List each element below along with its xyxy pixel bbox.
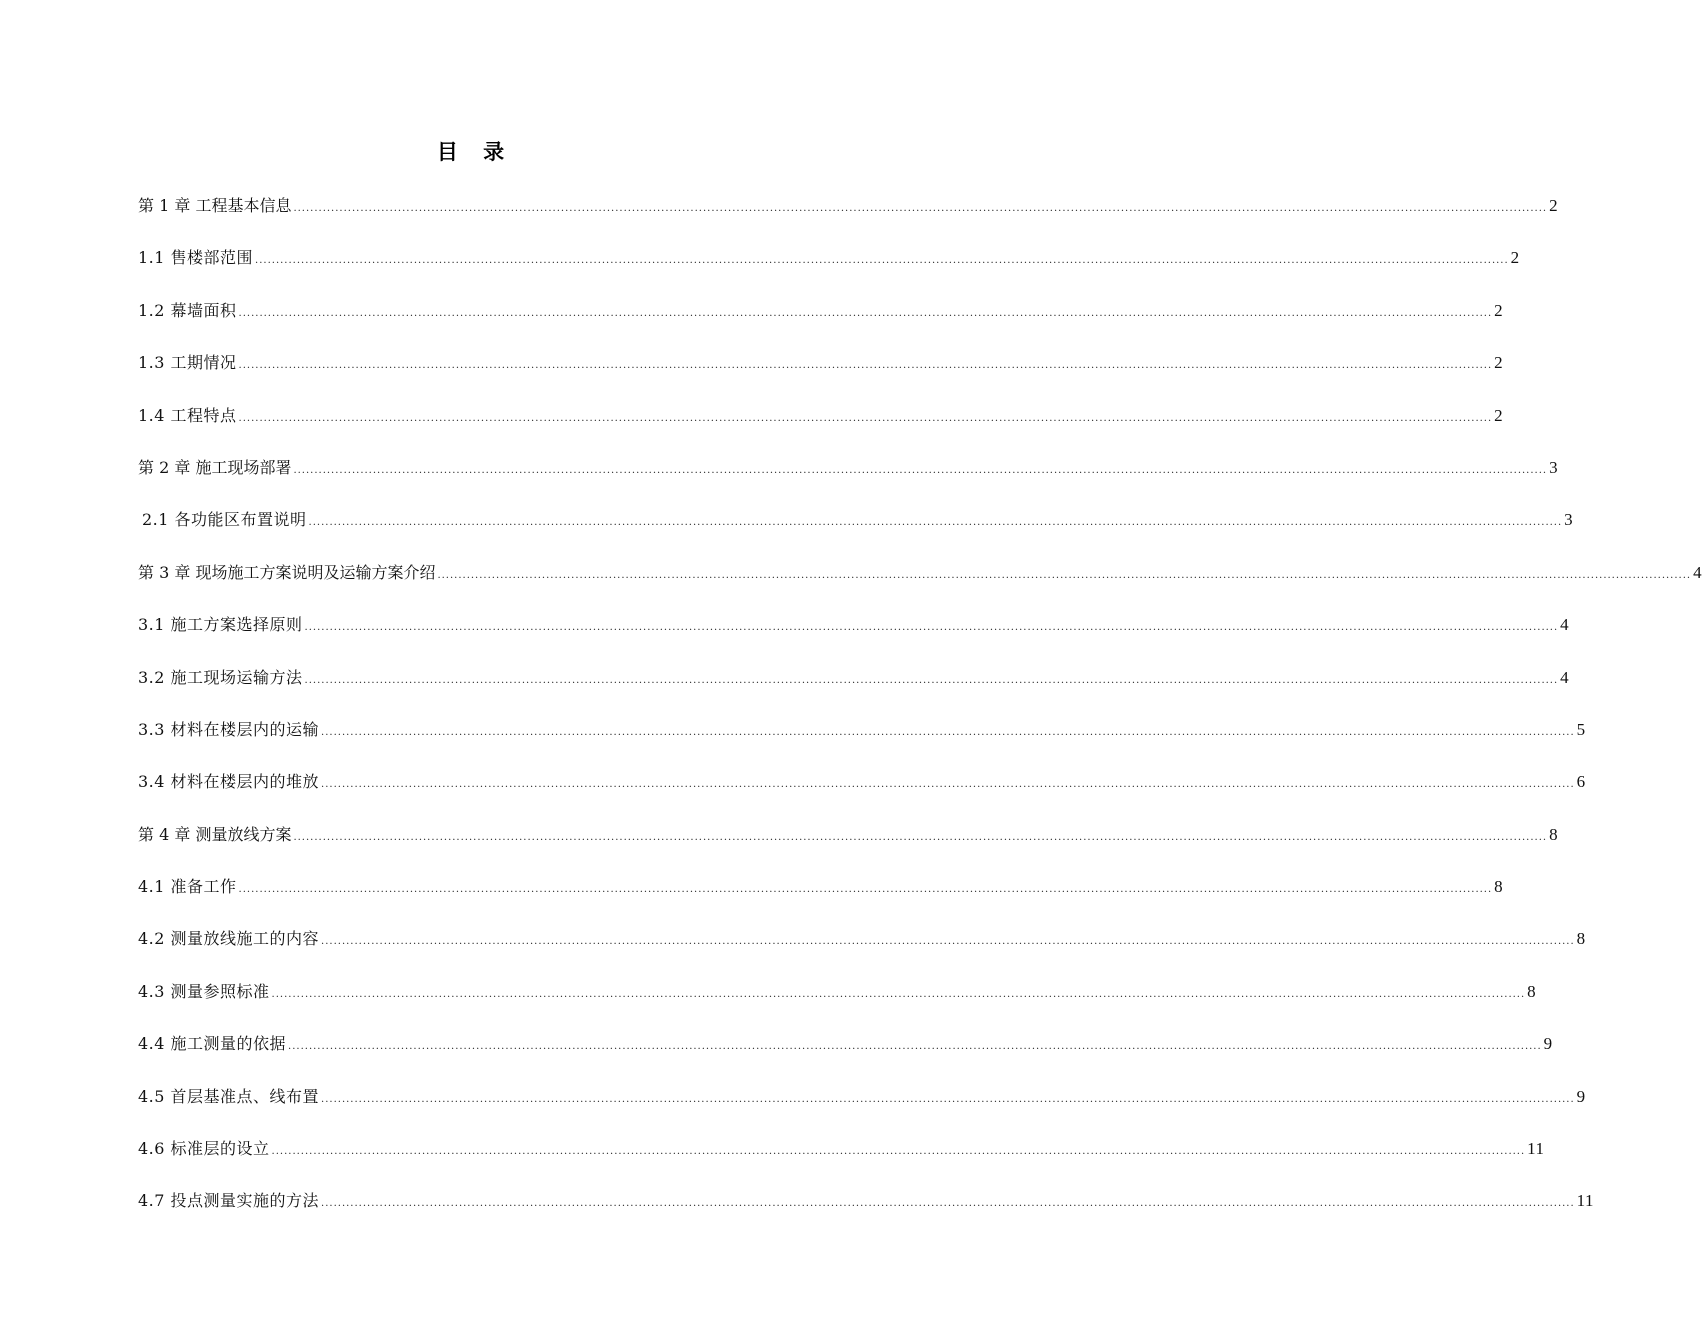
toc-leader-dots: ............................................................................................................................................................................................................................................................................................................ <box>238 360 1493 372</box>
toc-entry-section[interactable] <box>138 979 1537 1005</box>
toc-entry-label: 第 3 章 现场施工方案说明及运输方案介绍 <box>138 562 436 582</box>
toc-leader-dots: ............................................................................................................................................................................................................................................................................................................ <box>238 307 1493 319</box>
toc-page-number: 8 <box>1576 929 1586 949</box>
toc-entry-label: 1.2 幕墙面积 <box>138 300 237 320</box>
toc-page-number: 8 <box>1494 877 1504 897</box>
toc-entry-section[interactable] <box>138 403 1504 429</box>
toc-page-number: 2 <box>1494 353 1504 373</box>
toc-leader-dots: ............................................................................................................................................................................................................................................................................................................ <box>304 674 1559 686</box>
toc-entry-label: 3.4 材料在楼层内的堆放 <box>138 772 320 792</box>
toc-entry-section[interactable] <box>138 507 1574 533</box>
toc-entry-label: 4.4 施工测量的依据 <box>138 1034 287 1054</box>
toc-entry-label: 3.3 材料在楼层内的运输 <box>138 719 320 739</box>
toc-entry-chapter[interactable] <box>138 455 1558 481</box>
toc-entry-label: 4.7 投点测量实施的方法 <box>138 1191 320 1211</box>
toc-leader-dots: ............................................................................................................................................................................................................................................................................................................ <box>321 726 1575 738</box>
toc-entry-label: 4.6 标准层的设立 <box>138 1139 270 1159</box>
toc-page-number: 2 <box>1510 248 1520 268</box>
toc-entry-section[interactable] <box>138 1084 1586 1110</box>
toc-entry-chapter[interactable] <box>138 560 1702 586</box>
toc-page-number: 4 <box>1560 667 1570 687</box>
toc-page-number: 3 <box>1549 457 1558 477</box>
toc-entry-section[interactable] <box>138 298 1504 324</box>
toc-leader-dots: ............................................................................................................................................................................................................................................................................................................ <box>255 255 1509 267</box>
toc-entry-section[interactable] <box>138 1188 1595 1214</box>
toc-entry-section[interactable] <box>138 717 1586 743</box>
toc-page-number: 8 <box>1549 824 1558 844</box>
toc-entry-section[interactable] <box>138 874 1504 900</box>
toc-leader-dots: ............................................................................................................................................................................................................................................................................................................ <box>321 1198 1575 1210</box>
toc-entry-label: 4.3 测量参照标准 <box>138 981 270 1001</box>
toc-page-number: 9 <box>1576 1086 1586 1106</box>
toc-entry-label: 4.1 准备工作 <box>138 877 237 897</box>
toc-leader-dots: ............................................................................................................................................................................................................................................................................................................ <box>271 988 1526 1000</box>
toc-entry-section[interactable] <box>138 612 1570 638</box>
toc-leader-dots: ............................................................................................................................................................................................................................................................................................................ <box>293 203 1548 214</box>
toc-entry-label: 第 2 章 施工现场部署 <box>138 457 292 477</box>
toc-entry-chapter[interactable] <box>138 193 1558 219</box>
table-of-contents <box>138 193 1702 1241</box>
toc-leader-dots: ............................................................................................................................................................................................................................................................................................................ <box>308 517 1563 529</box>
toc-leader-dots: ............................................................................................................................................................................................................................................................................................................ <box>321 936 1575 948</box>
toc-leader-dots: ............................................................................................................................................................................................................................................................................................................ <box>238 412 1493 424</box>
toc-entry-section[interactable] <box>138 245 1520 271</box>
toc-leader-dots: ............................................................................................................................................................................................................................................................................................................ <box>293 831 1548 843</box>
toc-page-number: 3 <box>1564 510 1574 530</box>
toc-leader-dots: ............................................................................................................................................................................................................................................................................................................ <box>293 464 1548 476</box>
toc-entry-label: 1.1 售楼部范围 <box>138 248 254 268</box>
toc-page-number: 11 <box>1527 1139 1545 1159</box>
toc-entry-label: 3.2 施工现场运输方法 <box>138 667 303 687</box>
toc-entry-label: 1.4 工程特点 <box>138 405 237 425</box>
toc-page-number: 2 <box>1494 300 1504 320</box>
toc-page-number: 11 <box>1576 1191 1595 1211</box>
toc-leader-dots: ............................................................................................................................................................................................................................................................................................................ <box>288 1041 1542 1053</box>
toc-page-number: 5 <box>1576 719 1586 739</box>
toc-leader-dots: ............................................................................................................................................................................................................................................................................................................ <box>271 1146 1526 1158</box>
toc-entry-label: 4.2 测量放线施工的内容 <box>138 929 320 949</box>
toc-leader-dots: ............................................................................................................................................................................................................................................................................................................ <box>437 569 1692 581</box>
toc-title: 目 录 <box>436 140 514 164</box>
toc-entry-label: 第 1 章 工程基本信息 <box>138 196 292 215</box>
toc-page-number: 9 <box>1543 1034 1553 1054</box>
toc-entry-label: 2.1 各功能区布置说明 <box>142 510 307 530</box>
toc-leader-dots: ............................................................................................................................................................................................................................................................................................................ <box>321 1093 1575 1105</box>
toc-entry-section[interactable] <box>138 1136 1545 1162</box>
toc-entry-label: 4.5 首层基准点、线布置 <box>138 1086 320 1106</box>
toc-page-number: 8 <box>1527 981 1537 1001</box>
toc-leader-dots: ............................................................................................................................................................................................................................................................................................................ <box>304 622 1559 634</box>
toc-entry-section[interactable] <box>138 665 1570 691</box>
toc-page-number: 2 <box>1549 196 1558 215</box>
toc-entry-label: 1.3 工期情况 <box>138 353 237 373</box>
toc-page-number: 4 <box>1560 615 1570 635</box>
toc-entry-section[interactable] <box>138 769 1586 795</box>
toc-entry-chapter[interactable] <box>138 822 1558 848</box>
toc-page-number: 2 <box>1494 405 1504 425</box>
toc-page-number: 6 <box>1576 772 1586 792</box>
toc-entry-section[interactable] <box>138 926 1586 952</box>
toc-entry-label: 3.1 施工方案选择原则 <box>138 615 303 635</box>
toc-leader-dots: ............................................................................................................................................................................................................................................................................................................ <box>321 779 1575 791</box>
toc-entry-section[interactable] <box>138 1031 1553 1057</box>
toc-page-number: 4 <box>1693 562 1702 582</box>
toc-leader-dots: ............................................................................................................................................................................................................................................................................................................ <box>238 884 1493 896</box>
toc-entry-section[interactable] <box>138 350 1504 376</box>
toc-entry-label: 第 4 章 测量放线方案 <box>138 824 292 844</box>
